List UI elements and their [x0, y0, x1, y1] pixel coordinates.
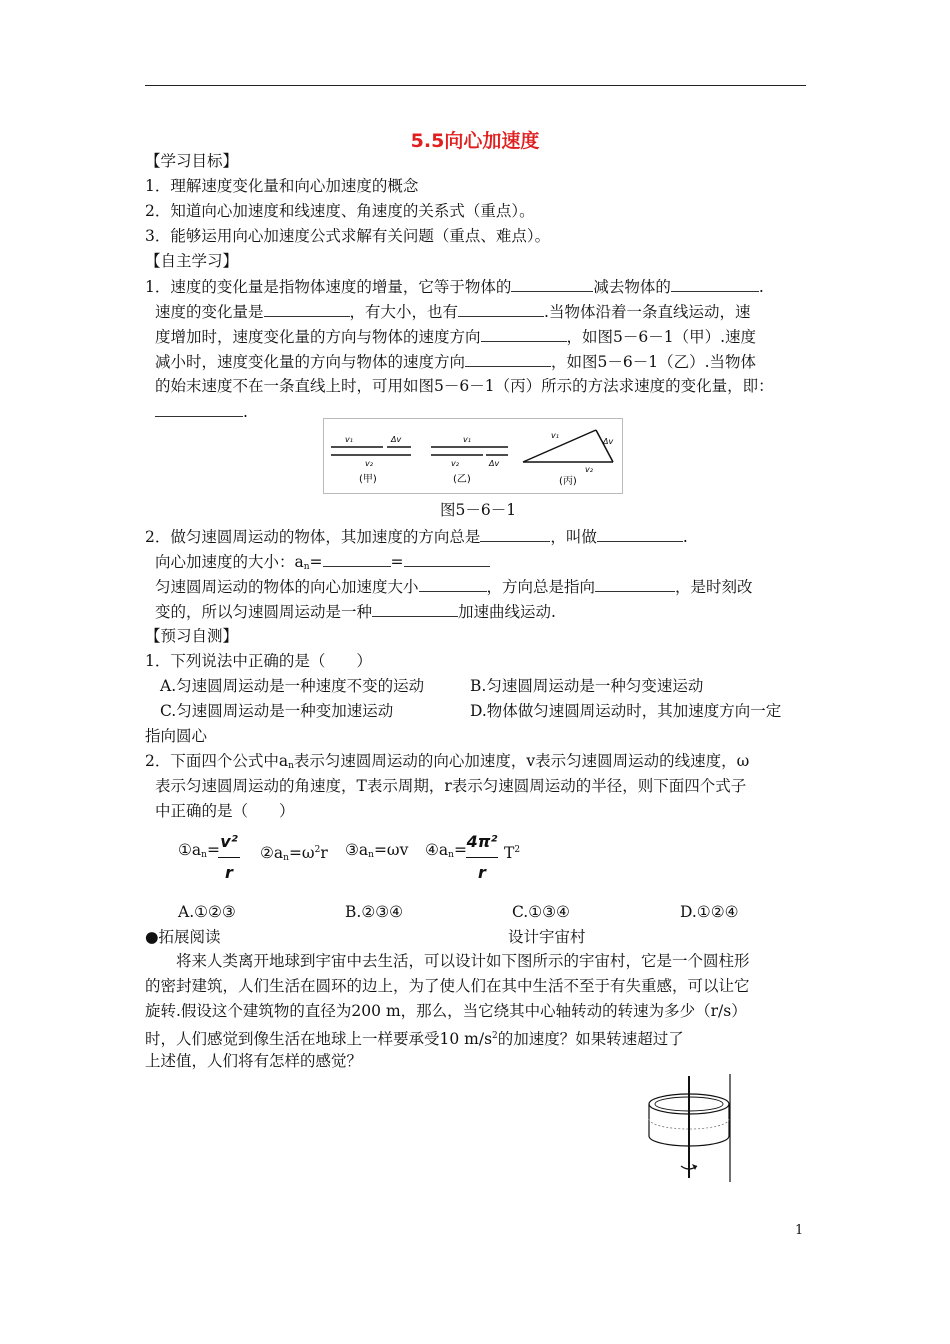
question-1-line-3: 度增加时，速度变化量的方向与物体的速度方向 ，如图5－6－1（甲）.速度 [155, 328, 757, 346]
formula-4-label: $④a_n=$ [425, 841, 467, 860]
answer-d: D.①②④ [680, 903, 739, 921]
jia-v1-label: v₁ [345, 435, 353, 444]
formula-4-fraction-bar [466, 857, 498, 858]
extended-reading-line-5: 上述值，人们将有怎样的感觉？ [145, 1052, 363, 1070]
bing-dv-arrow [596, 430, 613, 462]
question-2-line-2: 向心加速度的大小：$a_n=$ = [155, 551, 490, 577]
goal-2: 2．知道向心加速度和线速度、角速度的关系式（重点）。 [145, 202, 535, 220]
bing-label: (丙) [559, 476, 577, 487]
jia-v2-label: v₂ [365, 459, 373, 468]
section-header-goals: 【学习目标】 [145, 152, 239, 170]
formula-2: $②a_n=\omega^2r$ [260, 844, 328, 863]
question-1-line-4: 减小时，速度变化量的方向与物体的速度方向 ，如图5－6－1（乙）.当物体 [155, 353, 757, 371]
goal-3: 3．能够运用向心加速度公式求解有关问题（重点、难点）。 [145, 227, 551, 245]
formula-4-numerator: 4π² [466, 832, 498, 851]
yi-label: (乙) [453, 474, 471, 485]
option-c: C.匀速圆周运动是一种变加速运动 [160, 702, 394, 720]
preview-question-2-line-3: 中正确的是（ ） [155, 802, 295, 820]
option-d-continued: 指向圆心 [145, 727, 208, 745]
jia-dv-label: Δv [391, 435, 402, 444]
question-1-line-1: 1．速度的变化量是指物体速度的增量，它等于物体的 减去物体的 . [145, 278, 764, 296]
bing-v1-label: v₁ [551, 431, 559, 440]
answer-a: A.①②③ [178, 903, 236, 921]
space-village-figure [646, 1074, 732, 1182]
formula-1-label: $①a_n=$ [178, 841, 220, 860]
extended-reading-line-4: 时，人们感觉到像生活在地球上一样要承受10 $m/s^2$的加速度？如果转速超过了 [145, 1030, 684, 1048]
figure-5-6-1 [323, 418, 623, 494]
question-1-line-5: 的始末速度不在一条直线上时，可用如图5－6－1（丙）所示的方法求速度的变化量，即： [155, 377, 774, 395]
yi-dv-label: Δv [489, 459, 500, 468]
option-b: B.匀速圆周运动是一种匀变速运动 [470, 677, 704, 695]
yi-v2-label: v₂ [451, 459, 459, 468]
extended-reading-line-1: 将来人类离开地球到宇宙中去生活，可以设计如下图所示的宇宙村，它是一个圆柱形 [176, 952, 750, 970]
question-2-line-1: 2．做匀速圆周运动的物体，其加速度的方向总是 ，叫做 . [145, 528, 688, 546]
extended-reading-title: 设计宇宙村 [508, 928, 586, 946]
header-rule [145, 85, 806, 86]
formula-4-denominator: r [478, 863, 486, 882]
figure-caption: 图5－6－1 [440, 501, 517, 519]
bing-v2-label: v₂ [585, 465, 593, 474]
formula-1-denominator: r [225, 863, 233, 882]
section-header-self-study: 【自主学习】 [145, 252, 239, 270]
page-title: 5.5向心加速度 [410, 130, 540, 152]
goal-1: 1．理解速度变化量和向心加速度的概念 [145, 177, 419, 195]
preview-question-1: 1．下列说法中正确的是（ ） [145, 652, 372, 670]
formula-1-fraction-bar [218, 857, 240, 858]
bing-dv-label: Δv [603, 437, 614, 446]
question-2-line-4: 变的，所以匀速圆周运动是一种 加速曲线运动. [155, 603, 556, 621]
formula-4-T: $T^2$ [504, 844, 521, 862]
preview-question-2-line-1: 2．下面四个公式中$a_n$表示匀速圆周运动的向心加速度，v表示匀速圆周运动的线速度，ω [145, 752, 750, 771]
formula-1-numerator: v² [220, 832, 238, 851]
jia-label: (甲) [359, 474, 377, 485]
option-a: A.匀速圆周运动是一种速度不变的运动 [160, 677, 425, 695]
section-header-preview: 【预习自测】 [145, 627, 239, 645]
answer-c: C.①③④ [512, 903, 570, 921]
bing-v1-arrow [523, 430, 596, 462]
yi-v1-label: v₁ [463, 435, 471, 444]
option-d: D.物体做匀速圆周运动时，其加速度方向一定 [470, 702, 782, 720]
question-1-line-6: . [155, 401, 248, 422]
extended-reading-line-3: 旋转.假设这个建筑物的直径为200 m，那么，当它绕其中心轴转动的转速为多少（r/s） [145, 1002, 747, 1020]
question-1-line-2: 速度的变化量是 ，有大小，也有 .当物体沿着一条直线运动，速 [155, 303, 751, 321]
question-2-line-3: 匀速圆周运动的物体的向心加速度大小 ，方向总是指向 ，是时刻改 [155, 578, 753, 596]
extended-reading-line-2: 的密封建筑，人们生活在圆环的边上，为了使人们在其中生活不至于有失重感，可以让它 [145, 977, 750, 995]
formula-3: $③a_n=\omega v$ [345, 841, 409, 860]
page-number: 1 [795, 1223, 804, 1238]
preview-question-2-line-2: 表示匀速圆周运动的角速度，T表示周期，r表示匀速圆周运动的半径，则下面四个式子 [155, 777, 747, 795]
extended-reading-header: ●拓展阅读 [145, 928, 221, 946]
answer-b: B.②③④ [345, 903, 404, 921]
